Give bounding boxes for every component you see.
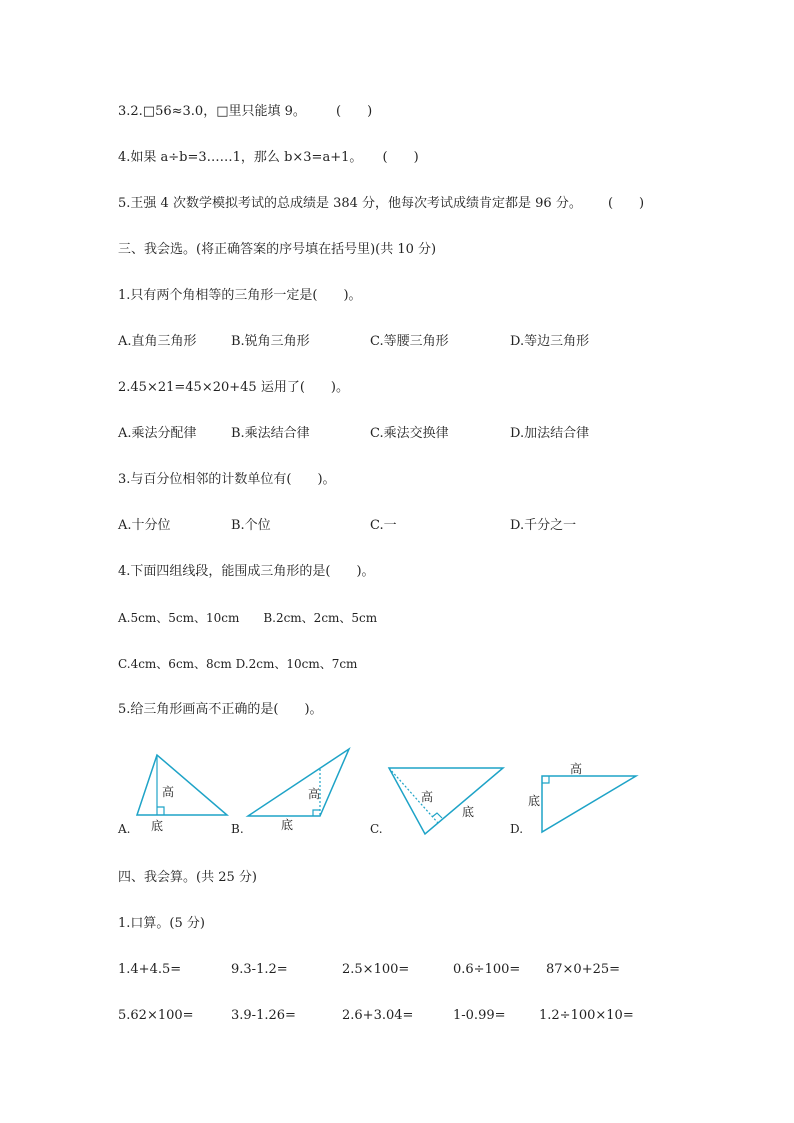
choice-q3-option-a[interactable]: A.十分位 [118, 518, 171, 533]
calc-item[interactable]: 0.6÷100= [453, 962, 521, 977]
choice-q2-option-c[interactable]: C.乘法交换律 [370, 426, 449, 441]
triangle-d-right-angle-mark [542, 776, 549, 783]
choice-q3-stem: 3.与百分位相邻的计数单位有( )。 [118, 472, 336, 487]
calc-item[interactable]: 87×0+25= [546, 962, 621, 977]
answer-parentheses[interactable]: ( ) [382, 150, 419, 165]
figure-d-label[interactable]: D. [510, 822, 524, 836]
judge-q5-text: 5.王强 4 次数学模拟考试的总成绩是 384 分，他每次考试成绩肯定都是 96 分。 [118, 196, 582, 211]
choice-q3-option-d[interactable]: D.千分之一 [510, 518, 577, 533]
triangle-c-base-text: 底 [462, 805, 475, 819]
choice-q4-options-line-2[interactable]: C.4cm、6cm、8cm D.2cm、10cm、7cm [118, 657, 358, 671]
calc-item[interactable]: 2.5×100= [342, 962, 410, 977]
triangle-b-height-text: 高 [308, 787, 321, 801]
choice-q5-stem: 5.给三角形画高不正确的是( )。 [118, 702, 323, 717]
calc-item[interactable]: 1-0.99= [453, 1008, 506, 1023]
triangle-a-base-text: 底 [151, 819, 164, 833]
calc-item[interactable]: 1.4+4.5= [118, 962, 182, 977]
figure-b-label[interactable]: B. [231, 822, 244, 836]
choice-q1-option-a[interactable]: A.直角三角形 [118, 334, 197, 349]
section-3-title: 三、我会选。(将正确答案的序号填在括号里)(共 10 分) [118, 242, 437, 257]
triangle-b-base-text: 底 [281, 818, 294, 832]
choice-q3-option-c[interactable]: C.一 [370, 518, 397, 533]
calc-item[interactable]: 2.6+3.04= [342, 1008, 414, 1023]
triangle-a-height-text: 高 [162, 785, 175, 799]
section-4-title: 四、我会算。(共 25 分) [118, 870, 257, 885]
judge-q4-text: 4.如果 a÷b=3……1，那么 b×3=a+1。 [118, 150, 363, 165]
choice-q2-option-a[interactable]: A.乘法分配律 [118, 426, 197, 441]
choice-q1-option-c[interactable]: C.等腰三角形 [370, 334, 449, 349]
triangle-c-height-text: 高 [421, 790, 434, 804]
choice-q1-option-d[interactable]: D.等边三角形 [510, 334, 590, 349]
oral-calc-title: 1.口算。(5 分) [118, 916, 205, 931]
choice-q4-options-line-1[interactable]: A.5cm、5cm、10cm B.2cm、2cm、5cm [118, 611, 378, 625]
calc-item[interactable]: 1.2÷100×10= [539, 1008, 634, 1023]
triangle-d-base-text: 底 [528, 794, 541, 808]
calc-item[interactable]: 9.3-1.2= [231, 962, 288, 977]
calc-item[interactable]: 3.9-1.26= [231, 1008, 296, 1023]
choice-q1-option-b[interactable]: B.锐角三角形 [231, 334, 310, 349]
choice-q3-option-b[interactable]: B.个位 [231, 518, 271, 533]
figure-c-label[interactable]: C. [370, 822, 383, 836]
answer-parentheses[interactable]: ( ) [336, 104, 373, 119]
triangle-d-outline [542, 776, 636, 832]
triangle-d-height-text: 高 [570, 762, 583, 776]
choice-q2-option-d[interactable]: D.加法结合律 [510, 426, 590, 441]
figure-a-label[interactable]: A. [118, 822, 131, 836]
judge-q3-text: 3.2.□56≈3.0，□里只能填 9。 [118, 104, 306, 119]
choice-q4-stem: 4.下面四组线段，能围成三角形的是( )。 [118, 564, 375, 579]
calc-item[interactable]: 5.62×100= [118, 1008, 194, 1023]
answer-parentheses[interactable]: ( ) [607, 196, 645, 211]
choice-q2-stem: 2.45×21=45×20+45 运用了( )。 [118, 380, 349, 395]
choice-q2-option-b[interactable]: B.乘法结合律 [231, 426, 310, 441]
choice-q1-stem: 1.只有两个角相等的三角形一定是( )。 [118, 288, 362, 303]
